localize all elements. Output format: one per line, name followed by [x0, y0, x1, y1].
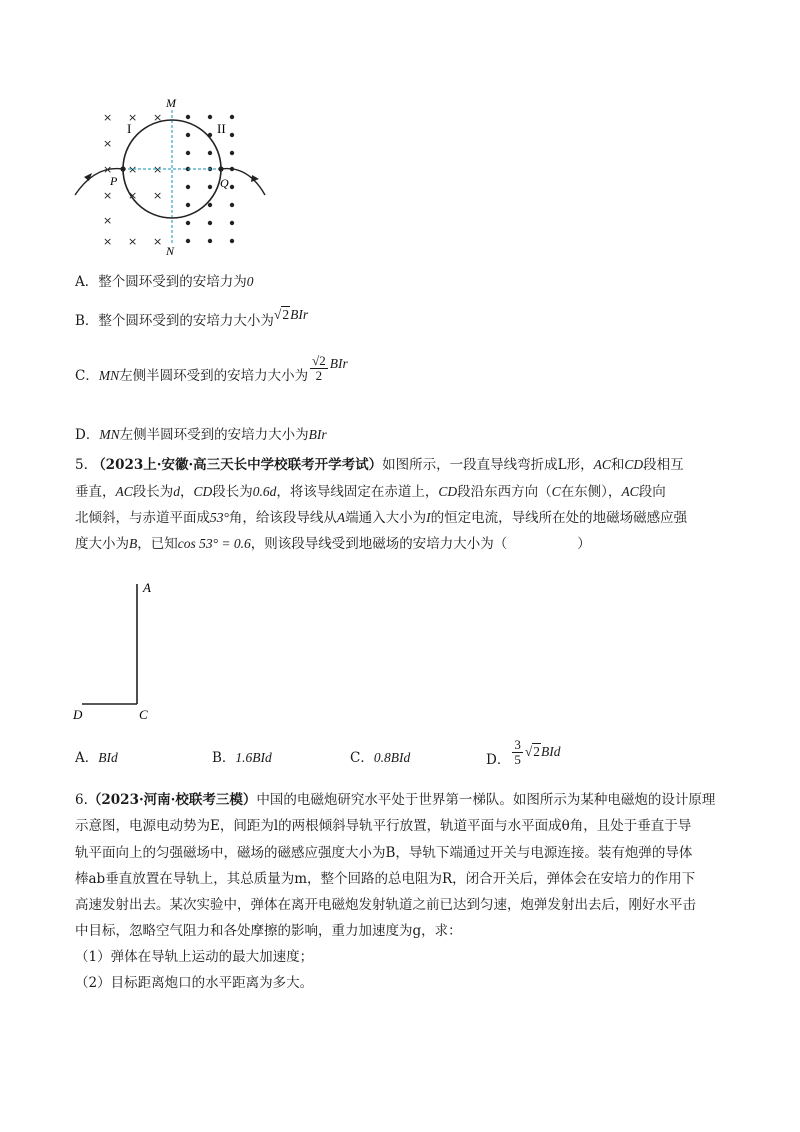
option-text: 整个圆环受到的安培力大小为 [98, 313, 274, 329]
q5-line-1: 5. （2023上·安徽·高三天长中学校联考开学考试）如图所示，一段直导线弯折成L形，AC和CD段相互 [75, 457, 684, 473]
label-p: P [110, 174, 118, 188]
cross-symbol: × [103, 189, 113, 202]
cross-symbol: × [128, 163, 138, 176]
dot-symbol [208, 203, 212, 207]
option-letter: D． [75, 427, 100, 443]
dot-symbol [186, 151, 190, 155]
question-number: 5. [75, 457, 88, 473]
option-prefix: MN [98, 368, 120, 383]
dot-symbol [230, 151, 234, 155]
dot-symbol [186, 239, 190, 243]
label-d: D [73, 707, 83, 722]
q6-sub-2: （2）目标距离炮口的水平距离为多大。 [75, 975, 314, 991]
question-source: （2023上·安徽·高三天长中学校联考开学考试） [92, 457, 383, 473]
cross-symbol: × [103, 163, 113, 176]
point-p [120, 166, 125, 171]
question-number: 6. [75, 792, 88, 808]
label-q: Q [220, 176, 229, 190]
dot-symbol [208, 239, 212, 243]
label-m: M [166, 96, 176, 110]
cross-symbol: × [103, 235, 113, 248]
ring-field-figure [70, 95, 270, 260]
option-letter: C． [75, 368, 99, 384]
option-expr: BIr [290, 307, 309, 322]
label-a: A [143, 580, 151, 595]
cross-symbol: × [153, 163, 163, 176]
dot-symbol [230, 203, 234, 207]
fraction: $\frac{3}{5}$ [514, 737, 521, 767]
dot-symbol [186, 221, 190, 225]
cross-symbol: × [128, 189, 138, 202]
dot-symbol [186, 133, 190, 137]
q4-option-a[interactable] [75, 272, 254, 292]
dot-symbol [208, 185, 212, 189]
sqrt-expression: √2 [273, 307, 290, 322]
q5-option-a[interactable]: A．BId [75, 750, 118, 766]
q6-line-1: 6.（2023·河南·校联考三模）中国的电磁炮研究水平处于世界第一梯队。如图所示为某种电磁炮的设计原理 [75, 792, 716, 808]
sqrt-expression: √2 [524, 744, 540, 759]
q5-option-b[interactable]: B．1.6BId [212, 750, 272, 766]
option-value: 0 [246, 274, 254, 289]
q6-sub-1: （1）弹体在导轨上运动的最大加速度； [75, 949, 314, 965]
q4-option-b[interactable] [75, 307, 309, 331]
cross-symbol: × [103, 111, 113, 124]
dot-symbol [208, 115, 212, 119]
q4-option-c[interactable] [75, 353, 348, 391]
dot-symbol [230, 221, 234, 225]
cross-symbol: × [153, 111, 163, 124]
fraction: $\frac{√2}{2}$ [312, 353, 326, 383]
point-q [218, 166, 223, 171]
cross-symbol: × [128, 111, 138, 124]
q6-line-3: 轨平面向上的匀强磁场中，磁场的磁感应强度大小为B，导轨下端通过开关与电源连接。装有炮弹的导体 [75, 845, 693, 861]
dot-symbol [208, 221, 212, 225]
dot-symbol [186, 185, 190, 189]
q5-option-c[interactable]: C．0.8BId [350, 750, 411, 766]
l-wire-figure [70, 578, 170, 728]
question-source: （2023·河南·校联考三模） [87, 792, 257, 808]
q6-line-5: 高速发射出去。某次实验中，弹体在离开电磁炮发射轨道之前已达到匀速，炮弹发射出去后，刚好水平击 [75, 897, 696, 913]
cross-symbol: × [153, 235, 163, 248]
dot-symbol [230, 133, 234, 137]
option-expr: BIr [329, 356, 348, 371]
dot-symbol [230, 185, 234, 189]
dot-symbol [230, 239, 234, 243]
option-letter: B． [75, 313, 99, 329]
dot-symbol [186, 115, 190, 119]
q6-line-6: 中目标，忽略空气阻力和各处摩擦的影响，重力加速度为g，求： [75, 923, 462, 939]
option-prefix: MN [99, 427, 120, 442]
option-expr: BIr [308, 427, 327, 442]
q5-option-d[interactable]: D． $\frac{3}{5}$ √2BId [486, 737, 561, 768]
label-region-ii: II [217, 121, 226, 136]
cross-symbol: × [103, 137, 113, 150]
label-c: C [139, 707, 148, 722]
q4-option-d[interactable] [75, 425, 327, 445]
dot-symbol [208, 151, 212, 155]
option-text: 左侧半圆环受到的安培力大小为 [119, 368, 309, 384]
q6-line-4: 棒ab垂直放置在导轨上，其总质量为m，整个回路的总电阻为R，闭合开关后，弹体会在安培力的作用下 [75, 871, 696, 887]
q5-line-3: 北倾斜，与赤道平面成53°角，给该段导线从A端通入大小为I的恒定电流，导线所在处的地磁场磁感应强 [75, 510, 688, 526]
label-n: N [166, 244, 175, 258]
ring-circle [123, 120, 221, 218]
label-region-i: I [127, 121, 132, 136]
option-text: 左侧半圆环受到的安培力大小为 [119, 427, 309, 443]
dot-symbol [186, 203, 190, 207]
cross-symbol: × [153, 189, 163, 202]
q6-line-2: 示意图，电源电动势为E，间距为l的两根倾斜导轨平行放置，轨道平面与水平面成θ角，且处于垂直于导 [75, 818, 692, 834]
option-letter: A． [75, 274, 99, 290]
q5-line-2: 垂直，AC段长为d，CD段长为0.6d，将该导线固定在赤道上，CD段沿东西方向（C在东侧），AC段向 [75, 484, 666, 500]
q5-line-4: 度大小为B，已知cos 53° = 0.6，则该段导线受到地磁场的安培力大小为（ ） [75, 536, 591, 552]
cross-symbol: × [103, 214, 113, 227]
option-text: 整个圆环受到的安培力为 [98, 274, 247, 290]
cross-symbol: × [128, 235, 138, 248]
dot-symbol [230, 115, 234, 119]
